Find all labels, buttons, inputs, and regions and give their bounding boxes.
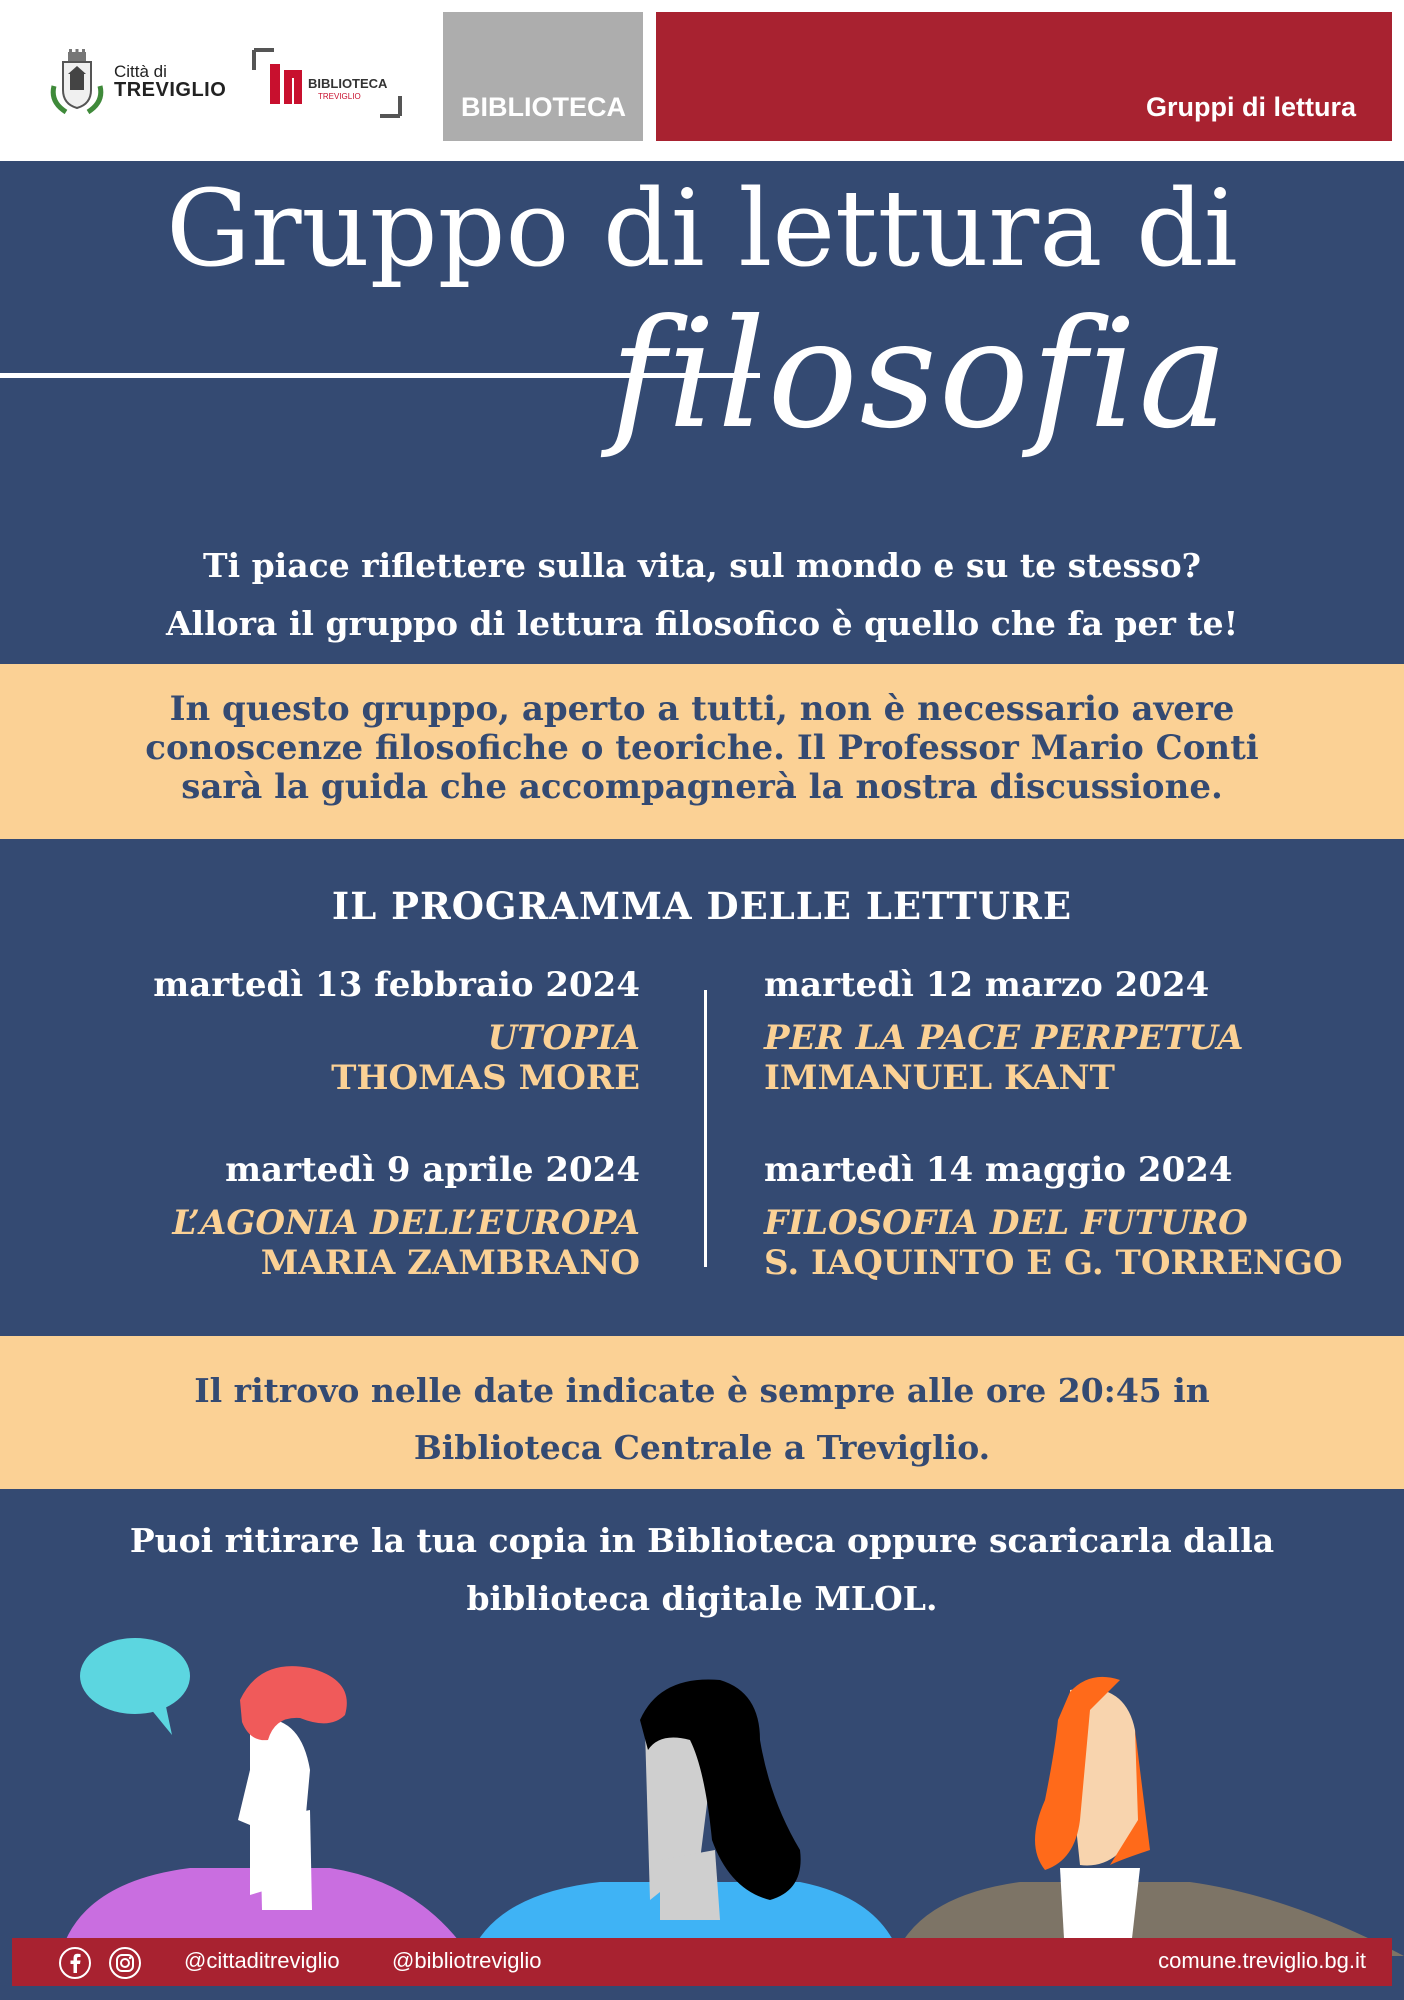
reading-item	[40, 1149, 640, 1283]
meeting-band	[0, 1336, 1404, 1489]
category-label: Gruppi di lettura	[1145, 92, 1356, 122]
social-handle-city[interactable]: @cittaditreviglio	[184, 1948, 340, 1973]
person-middle-figure	[470, 1680, 900, 1957]
citta-di-treviglio-logo[interactable]	[48, 46, 226, 118]
website-link[interactable]: comune.treviglio.bg.it	[1158, 1948, 1366, 1973]
program-divider	[704, 990, 707, 1267]
footer-bar	[12, 1938, 1392, 1986]
page-title: Gruppo di lettura di	[166, 167, 1238, 290]
category-box[interactable]	[656, 12, 1392, 141]
copy-info-text	[0, 1512, 1404, 1628]
biblioteca-treviglio-logo[interactable]	[252, 48, 402, 118]
reading-item	[40, 964, 640, 1098]
header-bar	[0, 0, 1404, 161]
reading-author: S. IAQUINTO E G. TORRENGO	[764, 1243, 1343, 1283]
city-prefix: Città di	[114, 61, 167, 81]
biblioteca-section-box[interactable]	[443, 12, 643, 141]
library-logo-sub: TREVIGLIO	[318, 92, 361, 101]
reading-book: FILOSOFIA DEL FUTURO	[764, 1203, 1248, 1243]
city-name: TREVIGLIO	[114, 79, 227, 102]
info-band	[0, 664, 1404, 839]
info-line: conoscenze filosofiche o teoriche. Il Professor Mario Conti	[145, 728, 1259, 768]
reading-book: L’AGONIA DELL’EUROPA	[172, 1203, 640, 1243]
facebook-icon[interactable]	[58, 1946, 92, 1980]
person-right-figure	[895, 1677, 1404, 1956]
social-handle-library[interactable]: @bibliotreviglio	[392, 1948, 542, 1973]
reading-date: martedì 9 aprile 2024	[225, 1150, 640, 1190]
library-logo-text: BIBLIOTECA	[308, 76, 388, 91]
reading-author: THOMAS MORE	[331, 1058, 640, 1098]
intro-line: Allora il gruppo di lettura filosofico è quello che fa per te!	[165, 604, 1239, 643]
instagram-icon[interactable]	[108, 1946, 142, 1980]
intro-line: Ti piace riflettere sulla vita, sul mondo e su te stesso?	[203, 546, 1201, 585]
reading-author: MARIA ZAMBRANO	[260, 1243, 640, 1283]
intro-text	[0, 537, 1404, 653]
info-line: In questo gruppo, aperto a tutti, non è necessario avere	[169, 689, 1235, 729]
people-illustration	[0, 1620, 1404, 1956]
reading-book: PER LA PACE PERPETUA	[764, 1018, 1244, 1058]
title-script-word: filosofia	[610, 288, 1230, 462]
reading-item	[764, 964, 1364, 1098]
reading-date: martedì 12 marzo 2024	[764, 965, 1210, 1005]
reading-date: martedì 13 febbraio 2024	[153, 965, 640, 1005]
reading-author: IMMANUEL KANT	[764, 1058, 1115, 1098]
program-title: IL PROGRAMMA DELLE LETTURE	[331, 884, 1073, 928]
reading-book: UTOPIA	[487, 1018, 640, 1058]
copy-line: Puoi ritirare la tua copia in Biblioteca oppure scaricarla dalla	[129, 1521, 1275, 1560]
speech-bubble-icon	[80, 1638, 190, 1735]
meeting-line: Il ritrovo nelle date indicate è sempre alle ore 20:45 in	[194, 1371, 1210, 1410]
meeting-line: Biblioteca Centrale a Treviglio.	[413, 1428, 991, 1467]
section-label: BIBLIOTECA	[461, 92, 626, 122]
info-line: sarà la guida che accompagnerà la nostra discussione.	[181, 767, 1223, 807]
city-crest-icon	[48, 46, 106, 118]
reading-date: martedì 14 maggio 2024	[764, 1150, 1233, 1190]
reading-item	[764, 1149, 1364, 1283]
copy-line: biblioteca digitale MLOL.	[466, 1579, 938, 1618]
